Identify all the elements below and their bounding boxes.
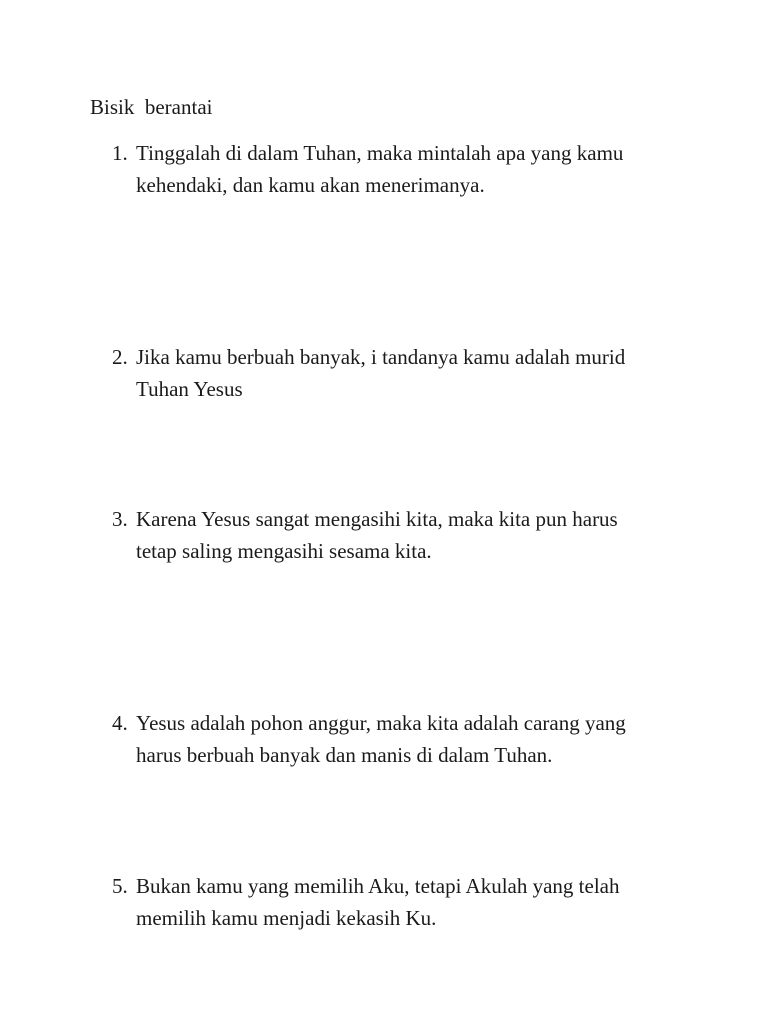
list-item-number: 5. <box>112 874 128 898</box>
list-item-number: 2. <box>112 345 128 369</box>
list-item-number: 3. <box>112 507 128 531</box>
list-item-text: Karena Yesus sangat mengasihi kita, maka kita pun harus tetap saling mengasihi sesama kita. <box>136 507 618 563</box>
list-item <box>112 341 712 405</box>
list-item <box>112 870 712 934</box>
list-item <box>112 707 712 771</box>
list-item-text: Tinggalah di dalam Tuhan, maka mintalah apa yang kamu kehendaki, dan kamu akan menerimanya. <box>136 141 624 197</box>
list-item <box>112 503 712 567</box>
document-title: Bisik berantai <box>90 95 213 119</box>
list-item-text: Jika kamu berbuah banyak, i tandanya kamu adalah murid Tuhan Yesus <box>136 345 626 401</box>
list-item-text: Yesus adalah pohon anggur, maka kita adalah carang yang harus berbuah banyak dan manis di dalam Tuhan. <box>136 711 626 767</box>
list-item-text: Bukan kamu yang memilih Aku, tetapi Akulah yang telah memilih kamu menjadi kekasih Ku. <box>136 874 620 930</box>
list-item-number: 4. <box>112 711 128 735</box>
list-item <box>112 137 712 201</box>
list-item-number: 1. <box>112 141 128 165</box>
